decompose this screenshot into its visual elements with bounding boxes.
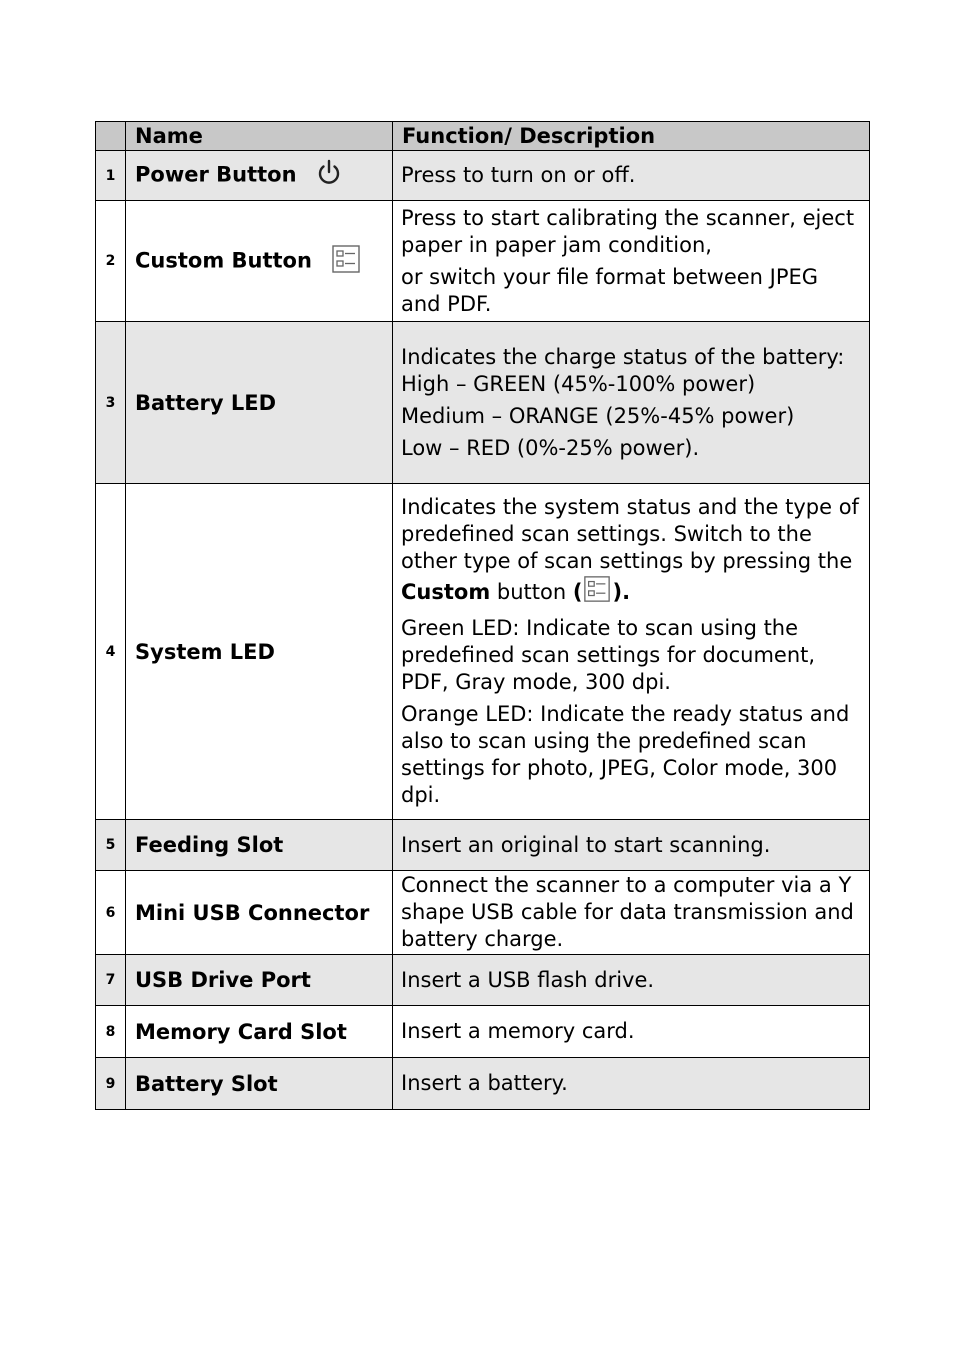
row-number: 7	[96, 955, 126, 1006]
component-name-text: Feeding Slot	[135, 833, 284, 857]
table-row	[96, 322, 870, 484]
description-text: Medium – ORANGE (25%-45% power)	[401, 403, 795, 428]
component-description	[393, 322, 870, 484]
table-row	[96, 151, 870, 201]
component-name	[126, 955, 393, 1006]
component-description	[393, 955, 870, 1006]
table-row	[96, 955, 870, 1006]
component-name-text: Battery Slot	[135, 1071, 278, 1096]
table-row	[96, 1058, 870, 1110]
description-text: Low – RED (0%-25% power).	[401, 435, 700, 460]
description-text: Insert a battery.	[401, 1071, 568, 1095]
row-number: 1	[96, 151, 126, 201]
row-number: 6	[96, 871, 126, 955]
component-name	[126, 322, 393, 484]
description-after: button	[496, 580, 567, 604]
component-name-text: Battery LED	[135, 390, 277, 415]
component-name	[126, 871, 393, 955]
number-column-header	[96, 122, 126, 151]
description-text	[401, 494, 861, 610]
custom-icon	[331, 244, 361, 279]
description-text: High – GREEN (45%-100% power)	[401, 371, 756, 396]
row-number: 2	[96, 201, 126, 322]
component-name-text: Power Button	[135, 162, 297, 187]
component-name	[126, 151, 393, 201]
row-number: 8	[96, 1006, 126, 1058]
description-text: Indicates the charge status of the battery:	[401, 344, 845, 369]
description-text: Press to turn on or off.	[401, 163, 636, 187]
component-name	[126, 1006, 393, 1058]
component-description	[393, 151, 870, 201]
table-row	[96, 1006, 870, 1058]
component-name-text: Memory Card Slot	[135, 1019, 347, 1044]
description-intro: Indicates the system status and the type of predefined scan settings. Switch to the other type of scan settings by pressing the	[401, 495, 859, 573]
component-name	[126, 201, 393, 322]
description-text: Press to start calibrating the scanner, eject paper in paper jam condition,	[401, 205, 855, 257]
description-text: Insert a USB flash drive.	[401, 967, 655, 992]
component-name-text: USB Drive Port	[135, 968, 311, 992]
component-name-text: System LED	[135, 639, 275, 664]
name-column-header: Name	[126, 122, 393, 151]
paren-close: ).	[612, 580, 631, 604]
custom-icon	[583, 575, 611, 610]
component-description	[393, 820, 870, 871]
component-name	[126, 1058, 393, 1110]
component-name-text: Mini USB Connector	[135, 900, 370, 925]
component-name	[126, 820, 393, 871]
power-icon	[316, 158, 342, 193]
component-name-text: Custom Button	[135, 248, 312, 272]
component-name	[126, 484, 393, 820]
table-row	[96, 201, 870, 322]
row-number: 9	[96, 1058, 126, 1110]
table-row	[96, 484, 870, 820]
row-number: 4	[96, 484, 126, 820]
component-description	[393, 484, 870, 820]
description-column-header: Function/ Description	[393, 122, 870, 151]
description-text: Connect the scanner to a computer via a Y shape USB cable for data transmission and battery charge.	[401, 873, 854, 951]
component-description	[393, 871, 870, 955]
description-text: Green LED: Indicate to scan using the predefined scan settings for document, PDF, Gray mode, 300 dpi.	[401, 616, 816, 694]
row-number: 3	[96, 322, 126, 484]
table-row	[96, 820, 870, 871]
table-row	[96, 871, 870, 955]
description-text: Insert an original to start scanning.	[401, 832, 771, 857]
description-text: Insert a memory card.	[401, 1019, 635, 1043]
row-number: 5	[96, 820, 126, 871]
custom-keyword: Custom	[401, 580, 491, 604]
component-table	[95, 121, 870, 1110]
description-text: or switch your file format between JPEG and PDF.	[401, 264, 819, 316]
component-description	[393, 1058, 870, 1110]
component-description	[393, 1006, 870, 1058]
component-description	[393, 201, 870, 322]
paren-open: (	[572, 580, 583, 604]
table-header-row	[96, 122, 870, 151]
description-text: Orange LED: Indicate the ready status and also to scan using the predefined scan settings for photo, JPEG, Color mode, 300 dpi.	[401, 702, 850, 807]
